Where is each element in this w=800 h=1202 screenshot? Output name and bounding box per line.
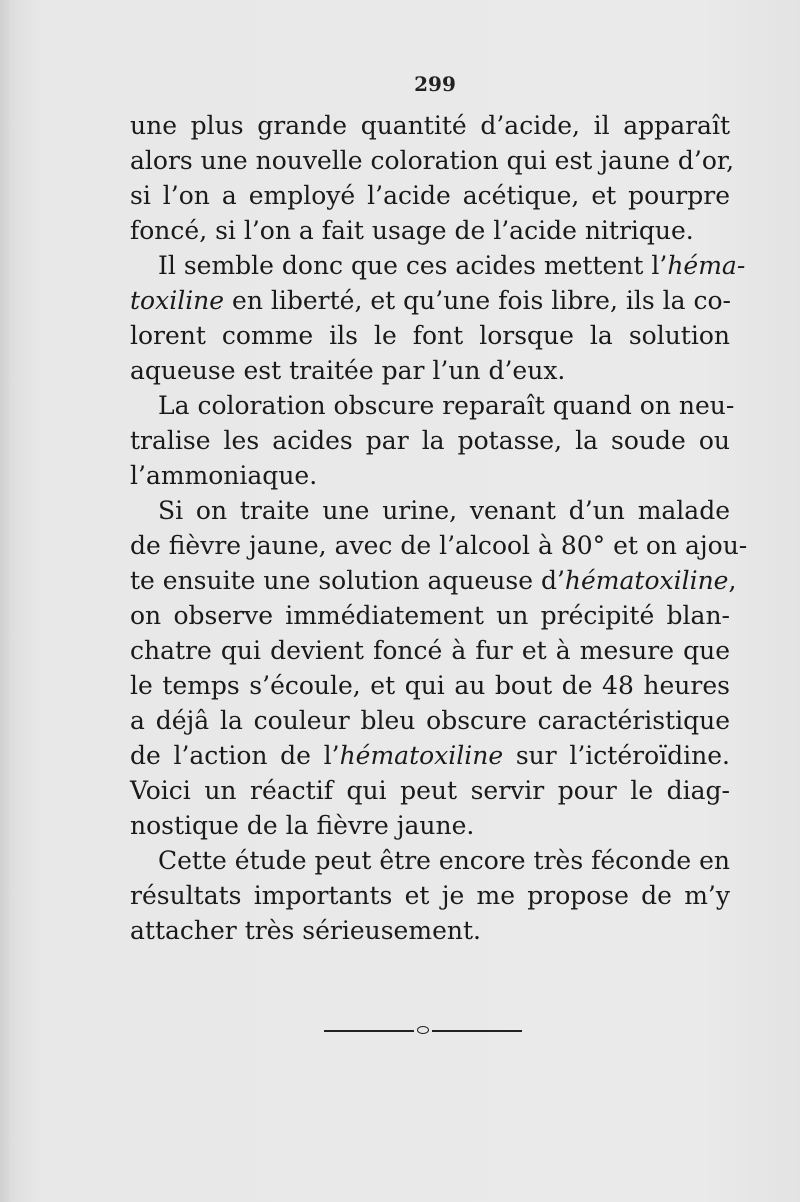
ornament-diamond-icon — [417, 1026, 429, 1034]
text-line: foncé, si l’on a fait usage de l’acide nitrique. — [130, 216, 694, 245]
text-line: de l’action de l’hématoxiline sur l’ictéroïdine. — [130, 741, 730, 770]
ornament-rule-right — [432, 1030, 522, 1032]
text-line: nostique de la fièvre jaune. — [130, 811, 475, 840]
text-line: tralise les acides par la potasse, la soude ou — [130, 426, 730, 455]
text-line: Cette étude peut être encore très féconde en — [158, 846, 730, 875]
text-line: le temps s’écoule, et qui au bout de 48 heures — [130, 671, 730, 700]
text-line: La coloration obscure reparaît quand on neu- — [158, 391, 735, 420]
text-line: on observe immédiatement un précipité blan- — [130, 601, 730, 630]
text-line: chatre qui devient foncé à fur et à mesure que — [130, 636, 730, 665]
text-line: Voici un réactif qui peut servir pour le diag- — [130, 776, 730, 805]
page-number: 299 — [414, 72, 456, 96]
text-line: alors une nouvelle coloration qui est jaune d’or, — [130, 146, 735, 175]
text-line: Si on traite une urine, venant d’un malade — [158, 496, 730, 525]
text-line: toxiline en liberté, et qu’une fois libre, ils la co- — [130, 286, 731, 315]
text-line: si l’on a employé l’acide acétique, et pourpre — [130, 181, 730, 210]
section-end-ornament — [324, 1028, 522, 1034]
ornament-rule-left — [324, 1030, 414, 1032]
text-line: Il semble donc que ces acides mettent l’héma- — [158, 251, 746, 280]
text-line: attacher très sérieusement. — [130, 916, 481, 945]
text-line: résultats importants et je me propose de m’y — [130, 881, 730, 910]
text-line: aqueuse est traitée par l’un d’eux. — [130, 356, 566, 385]
text-line: l’ammoniaque. — [130, 461, 318, 490]
text-line: te ensuite une solution aqueuse d’hématoxiline, — [130, 566, 737, 595]
text-line: lorent comme ils le font lorsque la solution — [130, 321, 730, 350]
text-line: de fièvre jaune, avec de l’alcool à 80° et on ajou- — [130, 531, 748, 560]
body-text — [130, 108, 748, 948]
text-line: a déjâ la couleur bleu obscure caractéristique — [130, 706, 730, 735]
text-line: une plus grande quantité d’acide, il apparaît — [130, 111, 730, 140]
